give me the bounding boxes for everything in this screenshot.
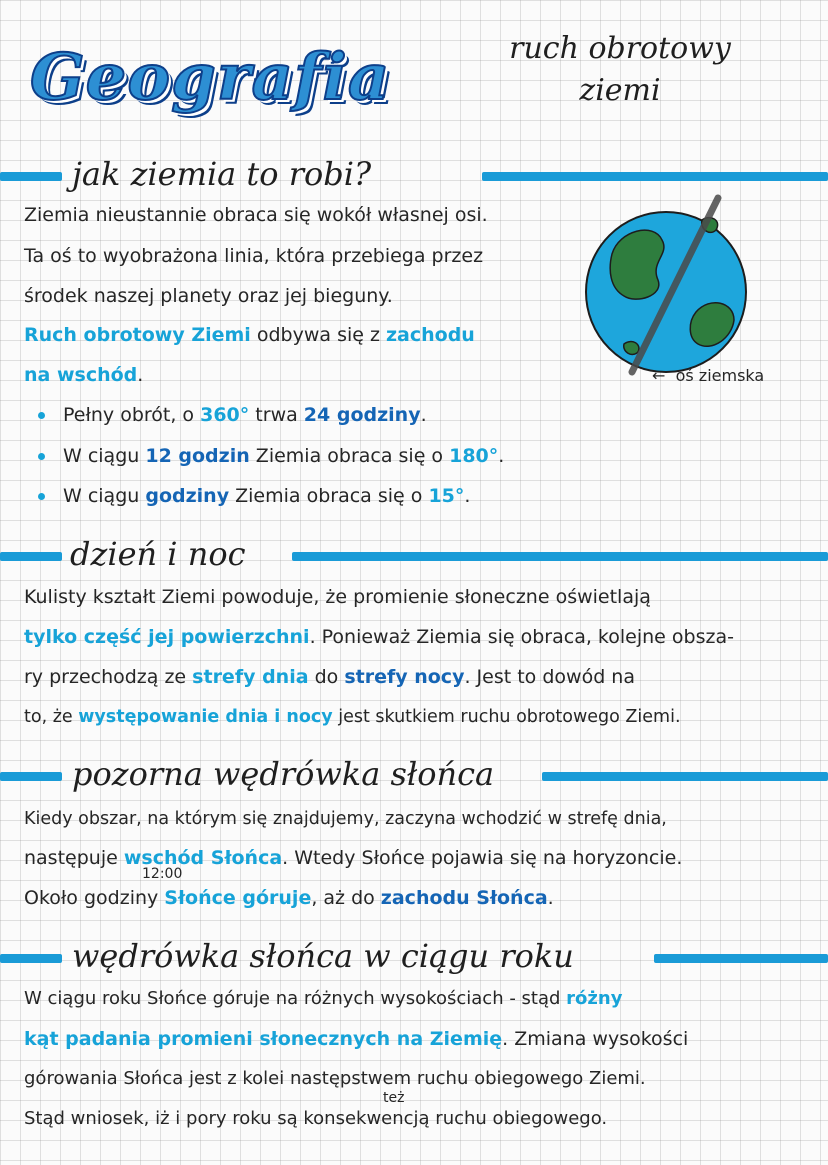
- text-span: .: [498, 445, 505, 467]
- highlight-value: 24 godziny: [303, 404, 421, 426]
- highlight-term: tylko część jej powierzchni: [24, 626, 310, 648]
- text-span: jest skutkiem ruchu obrotowego Ziemi.: [332, 707, 681, 727]
- highlight-term: Słońce góruje: [164, 887, 312, 909]
- heading-bar-right: [542, 772, 828, 781]
- heading-bar-right: [654, 954, 828, 963]
- subtitle-line-2: ziemi: [579, 73, 661, 108]
- text-span: to, że: [24, 707, 79, 727]
- list-item: [38, 400, 427, 430]
- heading-bar-left: [0, 172, 62, 181]
- text-line: Ta oś to wyobrażona linia, która przebiega przez: [24, 245, 484, 267]
- earth-globe-illustration: [584, 192, 749, 382]
- highlight-term: różny: [566, 988, 623, 1009]
- heading-bar-left: [0, 954, 62, 963]
- text-line: Stąd wniosek, iż i pory roku są konsekwencją ruchu obiegowego.: [24, 1108, 608, 1129]
- section-heading-row: [0, 934, 828, 978]
- highlight-term: strefy dnia: [192, 666, 309, 688]
- highlight-value: godziny: [145, 485, 230, 507]
- highlight-value: 360°: [200, 404, 250, 426]
- bullet-dot: [38, 493, 45, 500]
- text-line: [24, 360, 143, 390]
- section-heading-row: [0, 532, 828, 576]
- text-span: Ziemia obraca się o: [229, 485, 429, 507]
- axis-label-text: oś ziemska: [675, 366, 765, 385]
- text-span: Ziemia obraca się o: [249, 445, 450, 467]
- geografia-logo: Geografia: [30, 40, 391, 115]
- text-span: ry przechodzą ze: [24, 666, 193, 688]
- text-span: W ciągu: [63, 485, 146, 507]
- heading-bar-right: [292, 552, 828, 561]
- correction-note: też: [383, 1090, 405, 1106]
- highlight-term: strefy nocy: [344, 666, 465, 688]
- section-heading: jak ziemia to robi?: [72, 155, 372, 193]
- highlight-term: zachodu: [385, 324, 475, 346]
- section-heading: dzień i noc: [70, 535, 246, 573]
- text-line: [24, 622, 734, 652]
- text-line: [24, 702, 681, 732]
- heading-bar-left: [0, 772, 62, 781]
- globe-icon: [584, 192, 749, 382]
- text-span: Około godziny: [24, 887, 165, 909]
- list-item: [38, 481, 470, 511]
- text-span: .: [137, 364, 144, 386]
- text-line: Kiedy obszar, na którym się znajdujemy, zaczyna wchodzić w strefę dnia,: [24, 809, 667, 829]
- text-span: . Ponieważ Ziemia się obraca, kolejne obsza-: [309, 626, 734, 648]
- text-span: . Jest to dowód na: [464, 666, 635, 688]
- text-span: W ciągu: [63, 445, 146, 467]
- text-line: Kulisty kształt Ziemi powoduje, że promienie słoneczne oświetlają: [24, 586, 651, 608]
- highlight-term: zachodu Słońca: [380, 887, 548, 909]
- text-span: .: [464, 485, 471, 507]
- text-span: trwa: [249, 404, 304, 426]
- highlight-value: 15°: [428, 485, 465, 507]
- earth-axis-label: [652, 366, 764, 385]
- heading-bar-right: [482, 172, 828, 181]
- text-line: [24, 984, 622, 1014]
- highlight-term: wschód Słońca: [123, 847, 283, 869]
- list-item: [38, 441, 504, 471]
- text-span: , aż do: [311, 887, 381, 909]
- text-line: środek naszej planety oraz jej bieguny.: [24, 285, 393, 307]
- section-heading-row: [0, 152, 828, 196]
- page-subtitle: [470, 28, 770, 112]
- text-line: [24, 883, 554, 913]
- text-span: . Zmiana wysokości: [502, 1028, 689, 1050]
- text-span: następuje: [24, 847, 124, 869]
- heading-bar-left: [0, 552, 62, 561]
- text-span: do: [308, 666, 345, 688]
- highlight-term: na wschód: [24, 364, 138, 386]
- bullet-dot: [38, 412, 45, 419]
- bullet-dot: [38, 453, 45, 460]
- highlight-term: kąt padania promieni słonecznych na Ziemię: [24, 1028, 503, 1050]
- text-line: górowania Słońca jest z kolei następstwem ruchu obiegowego Ziemi.: [24, 1068, 646, 1089]
- text-line: [24, 662, 635, 692]
- text-line: [24, 1024, 688, 1054]
- text-span: .: [547, 887, 554, 909]
- text-span: . Wtedy Słońce pojawia się na horyzoncie.: [282, 847, 683, 869]
- text-line: Ziemia nieustannie obraca się wokół własnej osi.: [24, 204, 488, 226]
- section-heading-row: [0, 752, 828, 796]
- highlight-value: 180°: [449, 445, 499, 467]
- text-span: odbywa się z: [250, 324, 386, 346]
- section-heading: pozorna wędrówka słońca: [72, 755, 495, 793]
- highlight-term: Ruch obrotowy Ziemi: [24, 324, 251, 346]
- highlight-term: występowanie dnia i nocy: [78, 707, 333, 727]
- text-span: Pełny obrót, o: [63, 404, 201, 426]
- text-span: .: [420, 404, 427, 426]
- text-span: W ciągu roku Słońce góruje na różnych wysokościach - stąd: [24, 988, 567, 1009]
- arrow-left-icon: ←: [652, 366, 676, 385]
- text-line: [24, 320, 475, 350]
- subtitle-line-1: ruch obrotowy: [509, 31, 731, 66]
- time-note: 12:00: [142, 866, 183, 882]
- highlight-value: 12 godzin: [145, 445, 250, 467]
- section-heading: wędrówka słońca w ciągu roku: [72, 937, 574, 975]
- text-line: [24, 843, 682, 873]
